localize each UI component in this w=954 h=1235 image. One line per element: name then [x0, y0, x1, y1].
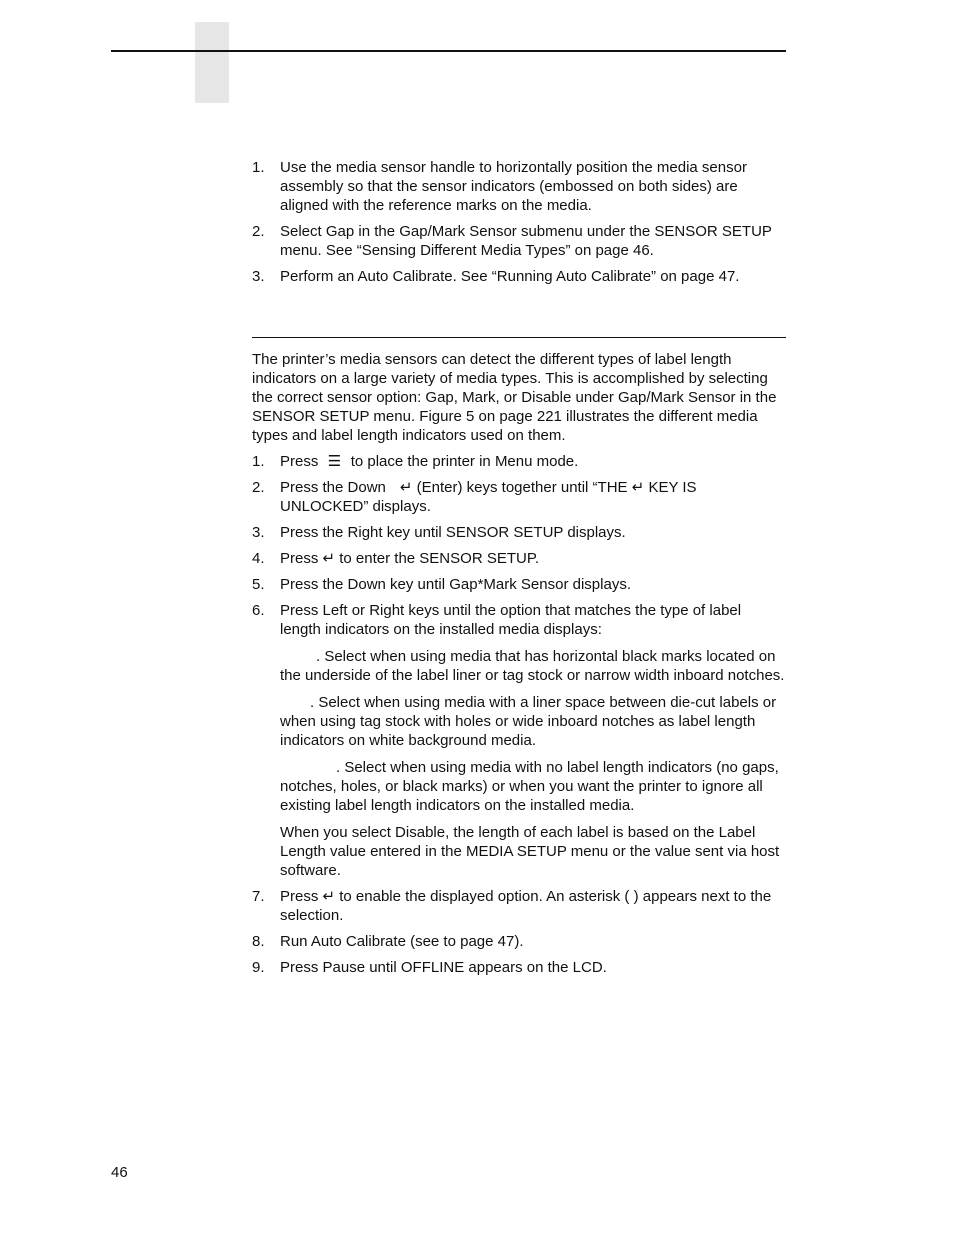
option-gap-text: . Select when using media with a liner space between die-cut labels or when using tag stock with holes or wide inboard notches as label length indicators on white background media.	[280, 694, 777, 749]
step-number: 2.	[252, 479, 265, 496]
list-item	[252, 887, 786, 925]
step-number: 9.	[252, 959, 265, 976]
step-text: Press ↵ to enable the displayed option. An asterisk ( ) appears next to the selection.	[280, 888, 772, 924]
step-text: Use the media sensor handle to horizontally position the media sensor assembly so that the sensor indicators (embossed on both sides) are aligned with the reference marks on the media.	[280, 159, 747, 214]
option-mark	[280, 647, 786, 685]
step-number: 4.	[252, 550, 265, 567]
step-number: 7.	[252, 888, 265, 905]
option-gap	[280, 693, 786, 750]
list-item	[252, 575, 786, 594]
list-item	[252, 523, 786, 542]
list-item	[252, 601, 786, 880]
step-number: 1.	[252, 453, 265, 470]
list-item	[252, 958, 786, 977]
option-disable-text: . Select when using media with no label length indicators (no gaps, notches, holes, or black marks) or when you want the printer to ignore all existing label length indicators on the installed media.	[280, 759, 779, 814]
step-text: Press ↵ to enter the SENSOR SETUP.	[280, 550, 540, 567]
intro-paragraph: The printer’s media sensors can detect the different types of label length indicators on a large variety of media types. This is accomplished by selecting the correct sensor option: Gap, Mark, or Disable under Gap/Mark Sensor in the SENSOR SETUP menu. Figure 5 on page 221 illustrates the different media types and label length indicators used on them.	[252, 351, 777, 444]
list-item	[252, 549, 786, 568]
step-text: Press Left or Right keys until the option that matches the type of label length indicators on the installed media displays:	[280, 602, 742, 638]
step-number: 8.	[252, 933, 265, 950]
step-text: Press the Right key until SENSOR SETUP displays.	[280, 524, 626, 541]
section-rule	[252, 337, 786, 338]
list-item	[252, 267, 786, 286]
step-number: 2.	[252, 223, 265, 240]
step-text: Run Auto Calibrate (see to page 47).	[280, 933, 524, 950]
list-item	[252, 222, 786, 260]
option-mark-text: . Select when using media that has horizontal black marks located on the underside of the label liner or tag stock or narrow width inboard notches.	[280, 648, 785, 684]
list-item	[252, 478, 786, 516]
menu-key-icon: ☰	[327, 453, 342, 470]
step-number: 3.	[252, 524, 265, 541]
step-text-before: Press	[280, 453, 319, 470]
step-text: Select Gap in the Gap/Mark Sensor submenu under the SENSOR SETUP menu. See “Sensing Different Media Types” on page 46.	[280, 223, 772, 259]
step-number: 3.	[252, 268, 265, 285]
sensor-position-steps	[252, 158, 786, 293]
list-item	[252, 158, 786, 215]
step-number: 6.	[252, 602, 265, 619]
header-rule	[111, 50, 786, 52]
step-text: Perform an Auto Calibrate. See “Running Auto Calibrate” on page 47.	[280, 268, 740, 285]
list-item	[252, 452, 786, 471]
step-number: 1.	[252, 159, 265, 176]
step-text-after: to place the printer in Menu mode.	[350, 453, 579, 470]
step-text-after: ↵ (Enter) keys together until “THE ↵ KEY IS UNLOCKED” displays.	[280, 479, 697, 515]
page-number: 46	[111, 1164, 128, 1181]
step-text-before: Press the Down	[280, 479, 386, 496]
option-disable	[280, 758, 786, 815]
sensor-options	[280, 647, 786, 880]
chapter-tab	[195, 22, 229, 103]
step-text: Press Pause until OFFLINE appears on the LCD.	[280, 959, 607, 976]
sensing-section	[252, 350, 786, 984]
step-number: 5.	[252, 576, 265, 593]
sensing-steps	[252, 452, 786, 977]
option-disable-note: When you select Disable, the length of each label is based on the Label Length value entered in the MEDIA SETUP menu or the value sent via host software.	[280, 824, 780, 879]
step-text: Press the Down key until Gap*Mark Sensor displays.	[280, 576, 631, 593]
list-item	[252, 932, 786, 951]
